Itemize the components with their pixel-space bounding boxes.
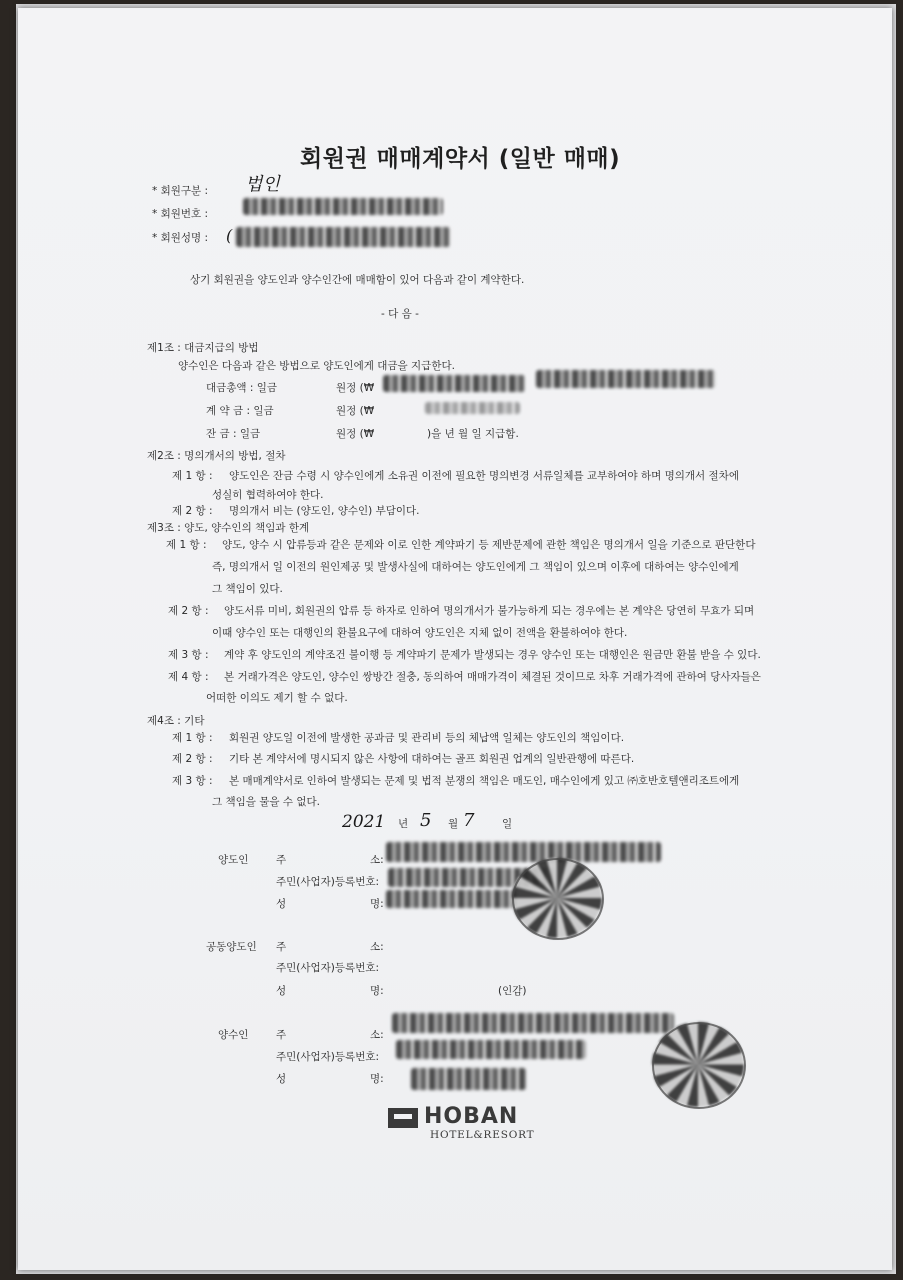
transferee-address-a: 주: [276, 1029, 287, 1041]
hoban-logo-icon: [388, 1108, 418, 1128]
hoban-logo-text: HOBAN: [424, 1104, 519, 1129]
total-amount-won: 원정 (₩: [336, 382, 375, 394]
transferee-label: 양수인: [218, 1029, 249, 1041]
redacted-transferee-id: [396, 1040, 586, 1059]
date-year-label: 년: [398, 818, 409, 830]
transferor-label: 양도인: [218, 854, 249, 866]
article-3-text-2: 양도서류 미비, 회원권의 압류 등 하자로 인하여 명의개서가 불가능하게 되는 경우에는 본 계약은 당연히 무효가 되며: [224, 605, 755, 617]
member-name-label: * 회원성명 :: [152, 232, 209, 244]
transferee-name-b: 명:: [370, 1073, 384, 1085]
article-2-heading: 제2조 : 명의개서의 방법, 절차: [147, 450, 286, 462]
member-type-value: 법인: [245, 174, 280, 195]
article-4-num-3: 제 3 항 :: [172, 775, 213, 787]
balance-won: 원정 (₩: [336, 428, 375, 440]
deposit-won: 원정 (₩: [336, 405, 375, 417]
transferor-seal-ring: [512, 858, 604, 940]
date-day-label: 일: [502, 818, 513, 830]
member-type-label: * 회원구분 :: [152, 185, 209, 197]
transferor-address-a: 주: [276, 854, 287, 866]
transferor-name-b: 명:: [370, 898, 384, 910]
article-2-text-2: 명의개서 비는 (양도인, 양수인) 부담이다.: [229, 505, 420, 517]
transferor-address-b: 소:: [370, 854, 384, 866]
article-3-num-1: 제 1 항 :: [166, 539, 207, 551]
transferor-id-label: 주민(사업자)등록번호:: [276, 876, 380, 888]
article-3-text-1c: 그 책임이 있다.: [212, 583, 283, 595]
article-4-heading: 제4조 : 기타: [147, 715, 205, 727]
date-year: 2021: [342, 812, 386, 832]
article-4-text-3b: 그 책임을 물을 수 없다.: [212, 796, 320, 808]
hoban-logo-subtitle: HOTEL&RESORT: [430, 1129, 535, 1141]
article-3-num-2: 제 2 항 :: [168, 605, 209, 617]
redacted-transferee-name: [411, 1068, 526, 1090]
article-3-num-3: 제 3 항 :: [168, 649, 209, 661]
co-transferor-label: 공동양도인: [206, 941, 257, 953]
balance-label: 잔 금 : 일금: [206, 428, 261, 440]
redacted-deposit: [425, 402, 520, 414]
article-4-text-3: 본 매매계약서로 인하여 발생되는 문제 및 법적 분쟁의 책임은 매도인, 매수인에게 있고 ㈜호반호텔앤리조트에게: [229, 775, 740, 787]
total-amount-label: 대금총액 : 일금: [206, 382, 278, 394]
co-transferor-address-a: 주: [276, 941, 287, 953]
co-transferor-name-a: 성: [276, 985, 287, 997]
transferee-name-a: 성: [276, 1073, 287, 1085]
redacted-transferor-name: [386, 890, 516, 908]
co-transferor-name-b: 명:: [370, 985, 384, 997]
article-1-body: 양수인은 다음과 같은 방법으로 양도인에게 대금을 지급한다.: [178, 360, 455, 372]
redacted-transferor-address: [386, 842, 661, 862]
article-2-text-1b: 성실히 협력하여야 한다.: [212, 489, 324, 501]
article-3-text-1b: 즉, 명의개서 일 이전의 원인제공 및 발생사실에 대하여는 양도인에게 그 책임이 있으며 이후에 대하여는 양수인에게: [212, 561, 739, 573]
article-4-text-1: 회원권 양도일 이전에 발생한 공과금 및 관리비 등의 체납액 일체는 양도인의 책임이다.: [229, 732, 625, 744]
article-3-text-2b: 이때 양수인 또는 대행인의 환불요구에 대하여 양도인은 지체 없이 전액을 환불하여야 한다.: [212, 627, 628, 639]
article-3-text-1: 양도, 양수 시 압류등과 같은 문제와 이로 인한 계약파기 등 제반문제에 관한 책임은 명의개서 일을 기준으로 판단한다: [222, 539, 756, 551]
article-3-text-4: 본 거래가격은 양도인, 양수인 쌍방간 절충, 동의하여 매매가격이 체결된 것이므로 차후 거래가격에 관하여 당사자들은: [224, 671, 761, 683]
article-4-num-2: 제 2 항 :: [172, 753, 213, 765]
transferee-seal-ring: [652, 1022, 746, 1109]
article-3-num-4: 제 4 항 :: [168, 671, 209, 683]
transferor-name-a: 성: [276, 898, 287, 910]
article-1-heading: 제1조 : 대금지급의 방법: [147, 342, 259, 354]
deposit-label: 계 약 금 : 일금: [206, 405, 274, 417]
redacted-member-name: [236, 227, 450, 247]
article-2-num-1: 제 1 항 :: [172, 470, 213, 482]
article-4-text-2: 기타 본 계약서에 명시되지 않은 사항에 대하여는 골프 회원권 업계의 일반관행에 따른다.: [229, 753, 635, 765]
member-number-label: * 회원번호 :: [152, 208, 209, 220]
divider-text: - 다 음 -: [381, 308, 419, 320]
article-3-text-3: 계약 후 양도인의 계약조건 불이행 등 계약파기 문제가 발생되는 경우 양수인 또는 대행인은 원금만 환불 받을 수 있다.: [224, 649, 761, 661]
redacted-transferee-address: [392, 1013, 674, 1033]
date-month: 5: [420, 810, 432, 831]
co-transferor-seal-label: (인감): [498, 985, 527, 997]
article-3-heading: 제3조 : 양도, 양수인의 책임과 한계: [147, 522, 310, 534]
transferee-address-b: 소:: [370, 1029, 384, 1041]
article-3-text-4b: 어떠한 이의도 제기 할 수 없다.: [206, 692, 348, 704]
document-title: 회원권 매매계약서 (일반 매매): [300, 146, 621, 172]
balance-payment-date: )을 년 월 일 지급함.: [427, 428, 519, 440]
date-month-label: 월: [448, 818, 459, 830]
intro-text: 상기 회원권을 양도인과 양수인간에 매매함이 있어 다음과 같이 계약한다.: [190, 274, 525, 286]
article-2-text-1: 양도인은 잔금 수령 시 양수인에게 소유권 이전에 필요한 명의변경 서류일체를 교부하여야 하며 명의개서 절차에: [229, 470, 739, 482]
article-2-num-2: 제 2 항 :: [172, 505, 213, 517]
transferee-id-label: 주민(사업자)등록번호:: [276, 1051, 380, 1063]
member-name-paren: (: [226, 226, 233, 245]
date-day: 7: [463, 810, 475, 831]
redacted-member-number: [243, 198, 443, 215]
redacted-total-words: [536, 370, 716, 388]
redacted-total-amount: [383, 375, 525, 392]
article-4-num-1: 제 1 항 :: [172, 732, 213, 744]
co-transferor-address-b: 소:: [370, 941, 384, 953]
co-transferor-id-label: 주민(사업자)등록번호:: [276, 962, 380, 974]
